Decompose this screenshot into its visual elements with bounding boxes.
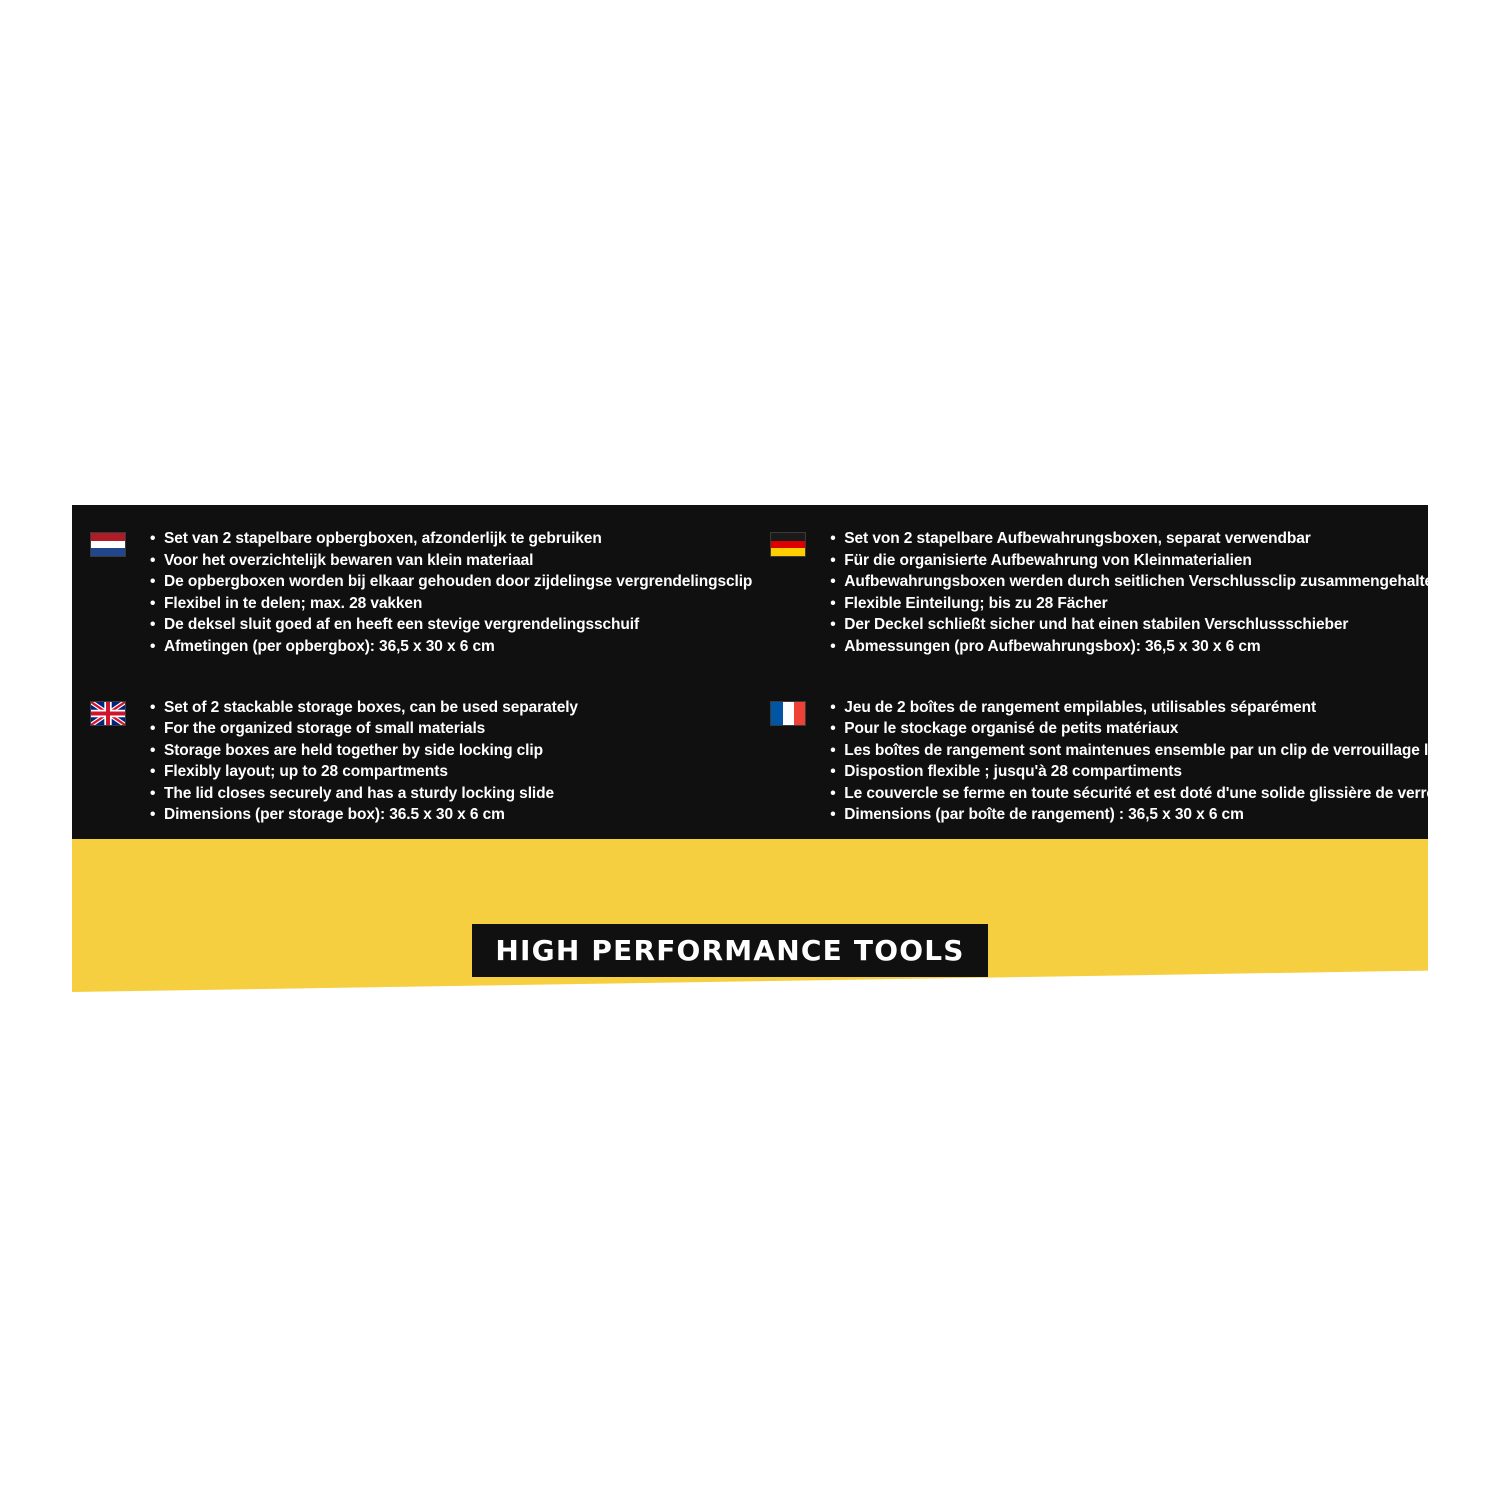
list-item: • Les boîtes de rangement sont maintenues ensemble par un clip de verrouillage latéral <box>830 740 1484 762</box>
language-block-en <box>72 697 752 840</box>
list-item: • Der Deckel schließt sicher und hat einen stabilen Verschlussschieber <box>830 614 1442 636</box>
list-item: • Set von 2 stapelbare Aufbewahrungsboxen, separat verwendbar <box>830 528 1442 550</box>
list-item: • Flexibly layout; up to 28 compartments <box>150 761 578 783</box>
list-item: • De opbergboxen worden bij elkaar gehouden door zijdelingse vergrendelingsclip <box>150 571 752 593</box>
list-item: • Abmessungen (pro Aufbewahrungsbox): 36,5 x 30 x 6 cm <box>830 636 1442 658</box>
list-item: • For the organized storage of small materials <box>150 718 578 740</box>
list-item: • Le couvercle se ferme en toute sécurité et est doté d'une solide glissière de verrouillage <box>830 783 1484 805</box>
feature-list-de <box>830 528 1442 657</box>
list-item: • Flexibel in te delen; max. 28 vakken <box>150 593 752 615</box>
brand-tagline-plate <box>472 924 988 977</box>
feature-list-en <box>150 697 578 826</box>
list-item: • De deksel sluit goed af en heeft een stevige vergrendelingsschuif <box>150 614 752 636</box>
list-item: • Afmetingen (per opbergbox): 36,5 x 30 x 6 cm <box>150 636 752 658</box>
list-item: • Voor het overzichtelijk bewaren van klein materiaal <box>150 550 752 572</box>
list-item: • Set of 2 stackable storage boxes, can be used separately <box>150 697 578 719</box>
product-packaging-panel <box>72 505 1485 992</box>
flag-germany-icon <box>770 532 806 557</box>
flag-netherlands-icon <box>90 532 126 557</box>
list-item: • Dispostion flexible ; jusqu'à 28 compartiments <box>830 761 1484 783</box>
list-item: • Storage boxes are held together by side locking clip <box>150 740 578 762</box>
language-block-fr <box>752 697 1484 840</box>
flag-united-kingdom-icon <box>90 701 126 726</box>
language-block-nl <box>72 528 752 671</box>
feature-list-fr <box>830 697 1484 826</box>
language-block-de <box>752 528 1484 671</box>
list-item: • Set van 2 stapelbare opbergboxen, afzonderlijk te gebruiken <box>150 528 752 550</box>
list-item: • Aufbewahrungsboxen werden durch seitlichen Verschlussclip zusammengehalten <box>830 571 1442 593</box>
brand-tagline-text: HIGH PERFORMANCE TOOLS <box>495 934 965 967</box>
list-item: • Dimensions (per storage box): 36.5 x 30 x 6 cm <box>150 804 578 826</box>
list-item: • Jeu de 2 boîtes de rangement empilables, utilisables séparément <box>830 697 1484 719</box>
flag-france-icon <box>770 701 806 726</box>
list-item: • Für die organisierte Aufbewahrung von Kleinmaterialien <box>830 550 1442 572</box>
list-item: • Flexible Einteilung; bis zu 28 Fächer <box>830 593 1442 615</box>
feature-list-nl <box>150 528 752 657</box>
list-item: • Pour le stockage organisé de petits matériaux <box>830 718 1484 740</box>
multilingual-specs-grid <box>72 505 1485 839</box>
list-item: • Dimensions (par boîte de rangement) : 36,5 x 30 x 6 cm <box>830 804 1484 826</box>
list-item: • The lid closes securely and has a sturdy locking slide <box>150 783 578 805</box>
